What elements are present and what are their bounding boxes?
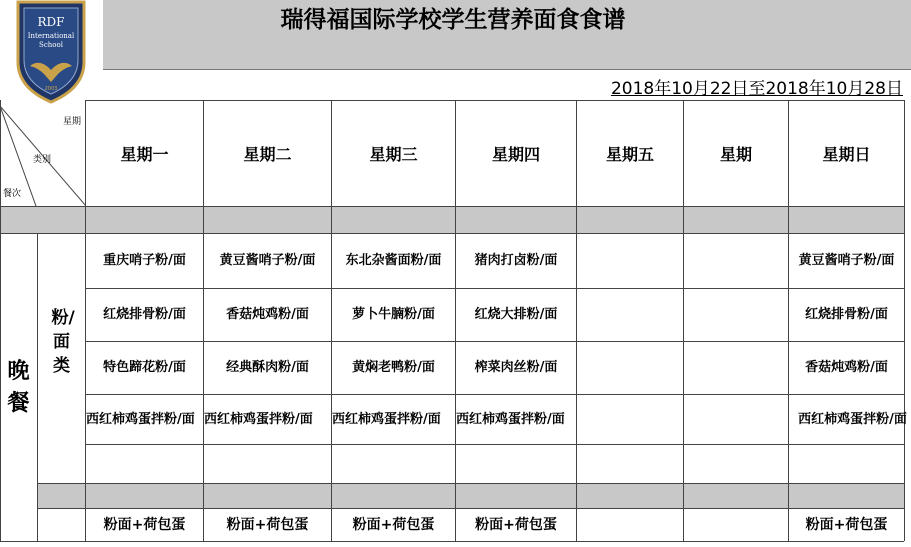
separator-band-top xyxy=(0,206,904,233)
menu-cell: 经典酥肉粉/面 xyxy=(226,360,309,375)
menu-cell xyxy=(456,445,576,483)
menu-cell xyxy=(577,395,683,444)
menu-cell xyxy=(684,445,788,483)
menu-cell: 西红柿鸡蛋拌粉/面 xyxy=(456,411,565,427)
category-label xyxy=(38,306,85,378)
bottom-cell: 粉面+荷包蛋 xyxy=(226,517,309,533)
logo-text-school: School xyxy=(39,41,63,49)
corner-category-label: 类别 xyxy=(33,155,52,165)
category-label-text: 粉/面类 xyxy=(51,308,75,376)
menu-cell: 香菇炖鸡粉/面 xyxy=(805,360,888,375)
menu-cell: 西红柿鸡蛋拌粉/面 xyxy=(332,411,441,427)
menu-cell xyxy=(577,342,683,394)
menu-cell: 萝卜牛腩粉/面 xyxy=(352,307,435,322)
day-header-3: 星期三 xyxy=(369,145,418,164)
menu-cell xyxy=(577,289,683,341)
bottom-cell xyxy=(684,509,788,541)
menu-cell xyxy=(684,289,788,341)
day-header-5: 星期五 xyxy=(605,145,654,164)
day-header-1: 星期一 xyxy=(120,145,169,164)
menu-cell: 西红柿鸡蛋拌粉/面 xyxy=(798,411,907,427)
menu-cell: 猪肉打卤粉/面 xyxy=(474,253,558,268)
menu-cell: 红烧排骨粉/面 xyxy=(103,307,186,322)
menu-cell: 黄豆酱哨子粉/面 xyxy=(219,253,316,268)
menu-cell: 特色蹄花粉/面 xyxy=(103,360,186,375)
menu-cell: 黄豆酱哨子粉/面 xyxy=(798,253,895,268)
menu-cell xyxy=(577,445,683,483)
menu-cell: 香菇炖鸡粉/面 xyxy=(226,307,309,322)
corner-meal-label: 餐次 xyxy=(3,189,22,199)
logo-text-international: International xyxy=(27,32,75,40)
menu-cell xyxy=(684,395,788,444)
menu-cell: 红烧大排粉/面 xyxy=(474,307,558,322)
meal-label xyxy=(0,356,37,420)
bottom-cell: 粉面+荷包蛋 xyxy=(805,517,888,533)
day-header-6: 星期 xyxy=(719,145,752,164)
menu-cell xyxy=(204,445,331,483)
bottom-cell: 粉面+荷包蛋 xyxy=(103,517,186,533)
day-header-7: 星期日 xyxy=(822,145,871,164)
menu-cell xyxy=(789,445,904,483)
separator-band-bottom xyxy=(37,483,904,508)
bottom-cell: 粉面+荷包蛋 xyxy=(352,517,435,533)
menu-cell xyxy=(332,445,455,483)
date-range: 2018年10月22日至2018年10月28日 xyxy=(610,79,903,99)
bottom-cell: 粉面+荷包蛋 xyxy=(475,517,557,533)
menu-cell: 重庆哨子粉/面 xyxy=(103,253,186,268)
meal-label-text: 晚餐 xyxy=(7,359,30,416)
school-logo-icon xyxy=(14,0,88,104)
logo-text-rdf: RDF xyxy=(37,15,65,29)
page-title: 瑞得福国际学校学生营养面食食谱 xyxy=(280,7,626,33)
day-header-2: 星期二 xyxy=(243,145,292,164)
menu-cell xyxy=(684,234,788,288)
day-header-4: 星期四 xyxy=(491,145,540,164)
menu-cell: 西红柿鸡蛋拌粉/面 xyxy=(204,411,313,427)
menu-cell: 榨菜肉丝粉/面 xyxy=(474,360,558,375)
menu-cell xyxy=(577,234,683,288)
menu-cell: 红烧排骨粉/面 xyxy=(805,307,888,322)
corner-weekday-label: 星期 xyxy=(63,117,82,127)
menu-cell: 黄焖老鸭粉/面 xyxy=(352,360,435,375)
menu-cell xyxy=(86,445,203,483)
menu-cell xyxy=(684,342,788,394)
menu-cell: 东北杂酱面粉/面 xyxy=(345,253,442,268)
bottom-cell xyxy=(577,509,683,541)
menu-cell: 西红柿鸡蛋拌粉/面 xyxy=(86,411,195,427)
logo-text-year: 2003 xyxy=(44,86,58,92)
